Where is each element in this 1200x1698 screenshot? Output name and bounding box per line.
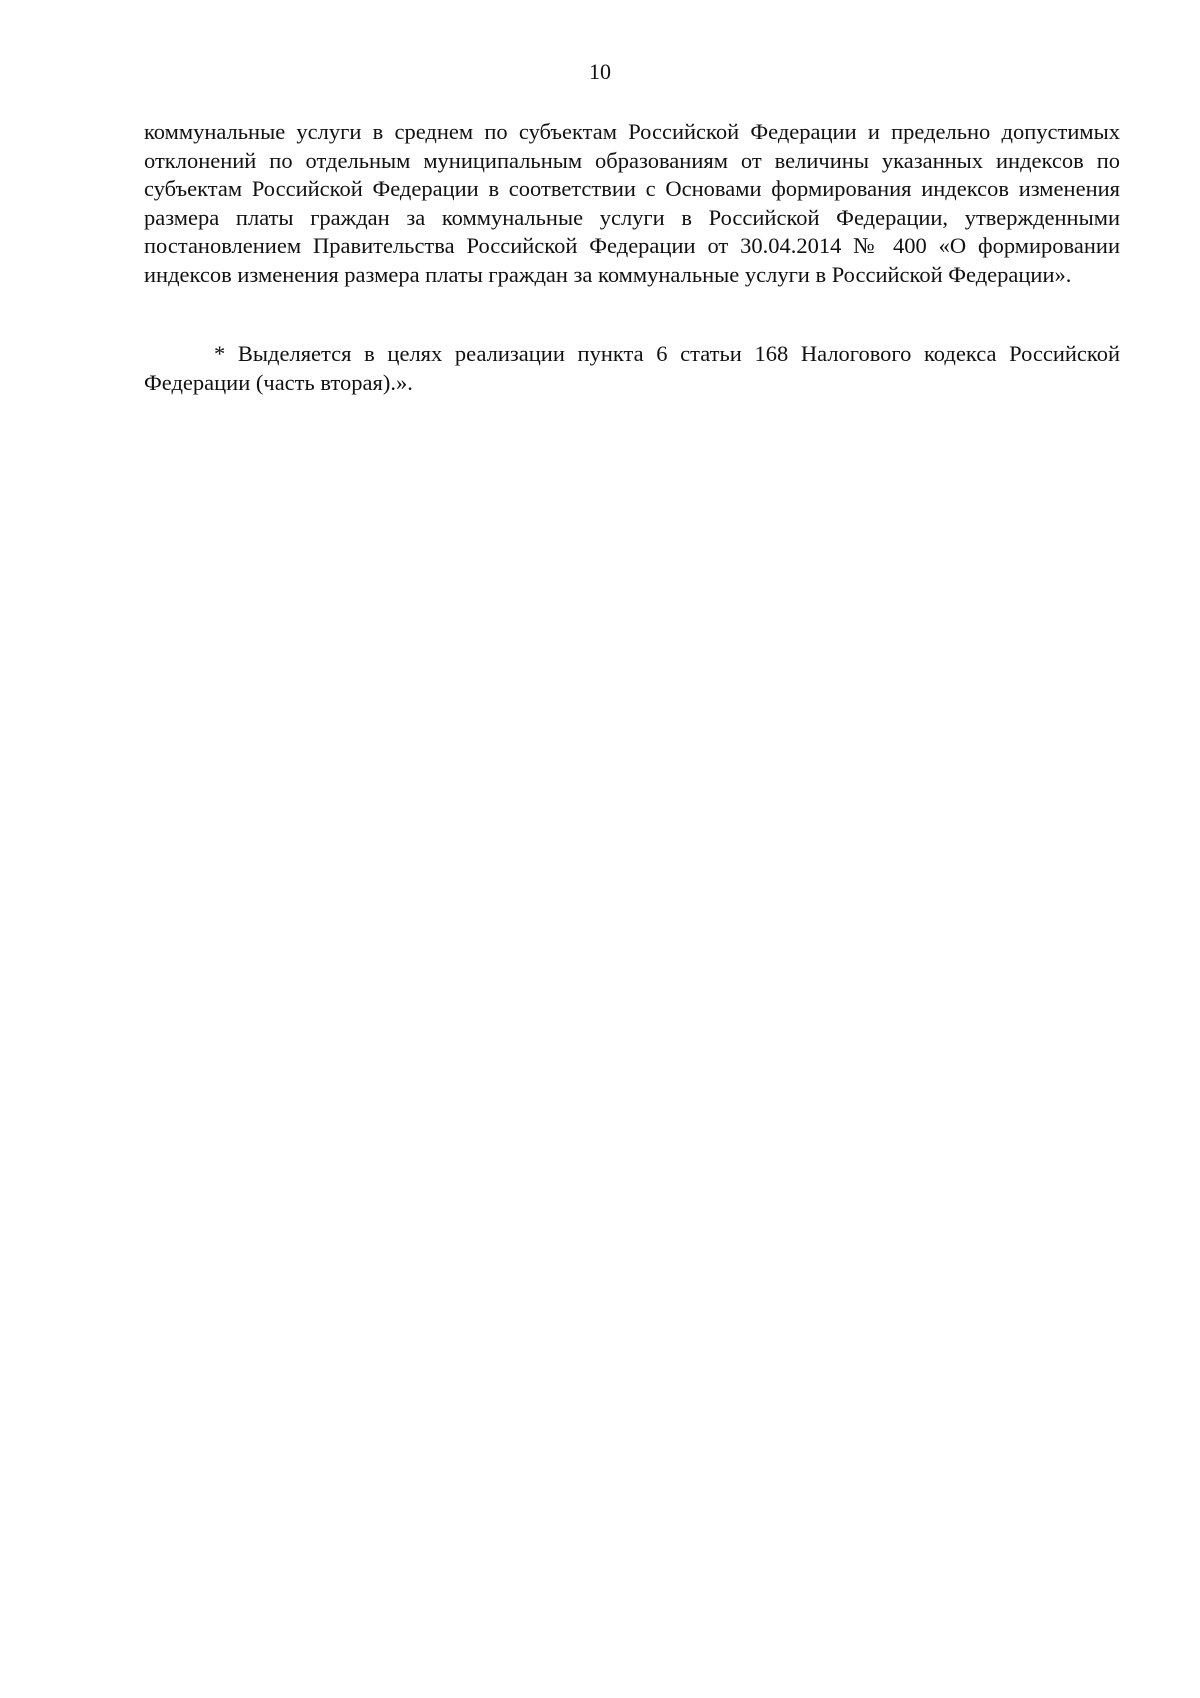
body-paragraph: коммунальные услуги в среднем по субъектам Российской Федерации и предельно допустимых отклонений по отдельным муниципальным образованиям от величины указанных индексов по субъектам Российской Федерации в соответствии с Основами формирования индексов изменения размера платы граждан за коммунальные услуги в Российской Федерации, утвержденными постановлением Правительства Российской Федерации от 30.04.2014 № 400 «О формировании индексов изменения размера платы граждан за коммунальные услуги в Российской Федерации». [144, 119, 1120, 287]
footnote: * Выделяется в целях реализации пункта 6 статьи 168 Налогового кодекса Российской Федерации (часть вторая).». [144, 341, 1120, 395]
page-number: 10 [589, 59, 611, 84]
